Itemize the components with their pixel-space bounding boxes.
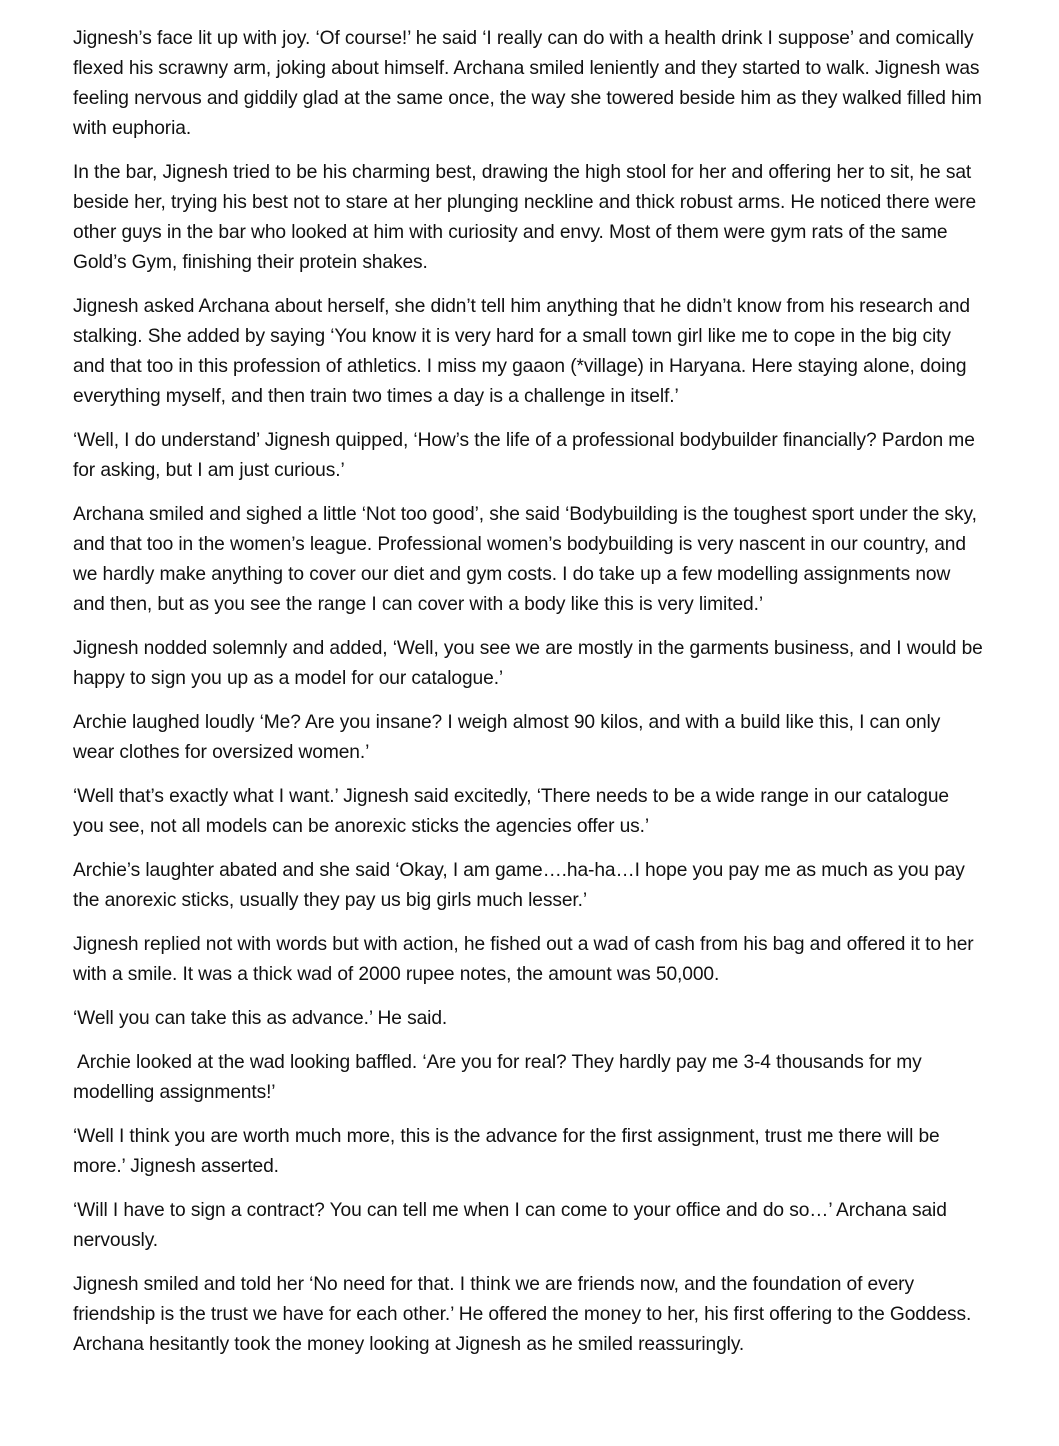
paragraph: Archie looked at the wad looking baffled. ‘Are you for real? They hardly pay me 3-4 thousands for my modelling assignments!’ [73,1052,922,1103]
paragraph: ‘Will I have to sign a contract? You can tell me when I can come to your office and do so…’ Archana said nervously. [73,1200,947,1251]
paragraph: Archana smiled and sighed a little ‘Not too good’, she said ‘Bodybuilding is the toughest sport under the sky, and that too in the women’s league. Professional women’s bodybuilding is very nascent in our country, and we hardly make anything to cover our diet and gym costs. I do take up a few modelling assignments now and then, but as you see the range I can cover with a body like this is very limited.’ [73,504,977,615]
paragraph: Jignesh replied not with words but with action, he fished out a wad of cash from his bag and offered it to her with a smile. It was a thick wad of 2000 rupee notes, the amount was 50,000. [73,934,974,985]
paragraph: Jignesh smiled and told her ‘No need for that. I think we are friends now, and the foundation of every friendship is the trust we have for each other.’ He offered the money to her, his first offering to the Goddess. Archana hesitantly took the money looking at Jignesh as he smiled reassuringly. [73,1274,972,1355]
paragraph: ‘Well, I do understand’ Jignesh quipped, ‘How’s the life of a professional bodybuilder financially? Pardon me for asking, but I am just curious.’ [73,430,975,481]
paragraph: Archie’s laughter abated and she said ‘Okay, I am game….ha-ha…I hope you pay me as much as you pay the anorexic sticks, usually they pay us big girls much lesser.’ [73,860,965,911]
paragraph: In the bar, Jignesh tried to be his charming best, drawing the high stool for her and offering her to sit, he sat beside her, trying his best not to stare at her plunging neckline and thick robust arms. He noticed there were other guys in the bar who looked at him with curiosity and envy. Most of them were gym rats of the same Gold’s Gym, finishing their protein shakes. [73,162,977,273]
paragraph: ‘Well you can take this as advance.’ He said. [73,1008,448,1029]
paragraph: Jignesh asked Archana about herself, she didn’t tell him anything that he didn’t know from his research and stalking. She added by saying ‘You know it is very hard for a small town girl like me to cope in the big city and that too in this profession of athletics. I miss my gaaon (*village) in Haryana. Here staying alone, doing everything myself, and then train two times a day is a challenge in itself.’ [73,296,970,407]
paragraph: Jignesh nodded solemnly and added, ‘Well, you see we are mostly in the garments business, and I would be happy to sign you up as a model for our catalogue.’ [73,638,983,689]
paragraph: Jignesh’s face lit up with joy. ‘Of course!’ he said ‘I really can do with a health drink I suppose’ and comically flexed his scrawny arm, joking about himself. Archana smiled leniently and they started to walk. Jignesh was feeling nervous and giddily glad at the same once, the way she towered beside him as they walked filled him with euphoria. [73,28,982,139]
document-page [73,24,983,1374]
paragraph: ‘Well that’s exactly what I want.’ Jignesh said excitedly, ‘There needs to be a wide range in our catalogue you see, not all models can be anorexic sticks the agencies offer us.’ [73,786,949,837]
paragraph: Archie laughed loudly ‘Me? Are you insane? I weigh almost 90 kilos, and with a build like this, I can only wear clothes for oversized women.’ [73,712,941,763]
paragraph: ‘Well I think you are worth much more, this is the advance for the first assignment, trust me there will be more.’ Jignesh asserted. [73,1126,940,1177]
